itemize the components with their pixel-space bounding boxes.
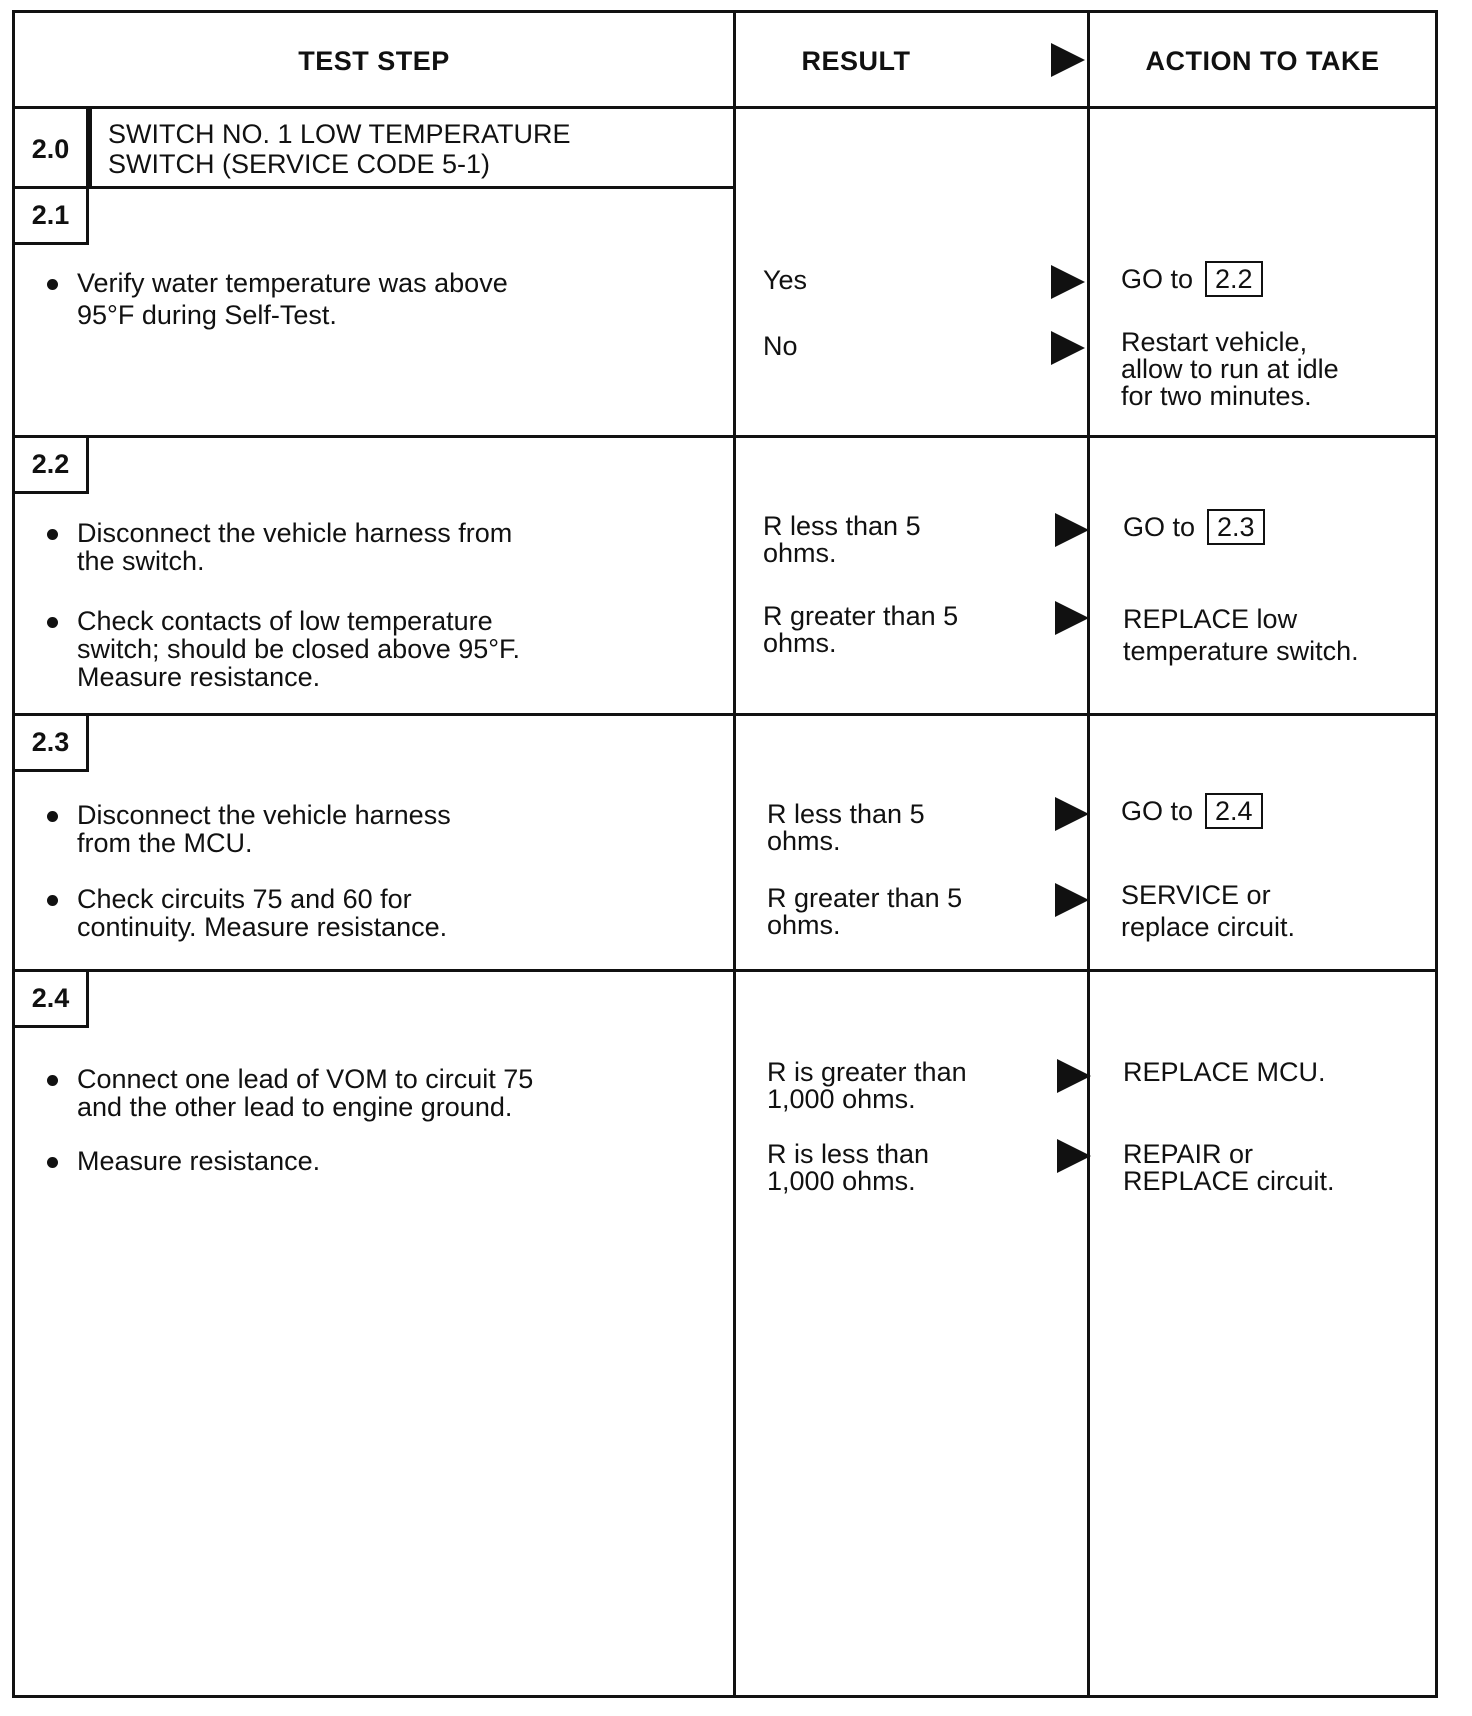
goto-step-ref: 2.2	[1205, 261, 1263, 297]
result-less-than-1000	[767, 1141, 1027, 1195]
bullet-text-line1: Connect one lead of VOM to circuit 75	[77, 1064, 534, 1094]
action-line2: allow to run at idle	[1121, 354, 1339, 384]
step-title-line2: SWITCH (SERVICE CODE 5-1)	[108, 149, 491, 179]
step-2-1-bullet	[43, 269, 683, 329]
row-divider-2-2	[15, 435, 1435, 438]
step-2-3-bullet2	[43, 885, 683, 941]
header-arrow-icon	[1051, 43, 1085, 77]
action-goto-2-3	[1123, 509, 1423, 545]
result-arrow-icon	[1057, 1059, 1091, 1093]
goto-step-ref: 2.4	[1205, 793, 1263, 829]
bullet-text-line1: Check contacts of low temperature	[77, 606, 493, 636]
header-test-step: TEST STEP	[298, 45, 450, 76]
result-greater-than-5	[767, 885, 1027, 939]
action-repair-circuit	[1123, 1141, 1423, 1195]
result-line2: ohms.	[767, 910, 841, 940]
result-arrow-icon	[1055, 883, 1089, 917]
step-2-2-bullet2	[43, 607, 683, 691]
result-no: No	[763, 331, 798, 361]
result-line2: 1,000 ohms.	[767, 1084, 916, 1114]
step-title-2-0	[89, 109, 736, 189]
result-line1: R is less than	[767, 1139, 930, 1169]
result-line1: R less than 5	[767, 799, 925, 829]
result-line2: 1,000 ohms.	[767, 1166, 916, 1196]
result-yes: Yes	[763, 265, 808, 295]
result-line1: R greater than 5	[763, 601, 959, 631]
bullet-text-line2: from the MCU.	[77, 828, 253, 858]
result-line2: ohms.	[767, 826, 841, 856]
test-step-table	[12, 10, 1438, 1698]
result-line1: R less than 5	[763, 511, 921, 541]
bullet-icon	[47, 529, 58, 540]
step-number-2-1: 2.1	[15, 189, 89, 245]
column-divider-action	[1087, 13, 1090, 1695]
result-arrow-icon	[1051, 265, 1085, 299]
bullet-text-line2: and the other lead to engine ground.	[77, 1092, 513, 1122]
result-arrow-icon	[1057, 1139, 1091, 1173]
step-number-2-4: 2.4	[15, 972, 89, 1028]
action-goto-2-2	[1121, 261, 1421, 297]
bullet-text-line1: Check circuits 75 and 60 for	[77, 884, 412, 914]
result-line2: ohms.	[763, 628, 837, 658]
step-2-4-bullet1	[43, 1065, 683, 1121]
bullet-icon	[47, 1075, 58, 1086]
bullet-text-line1: Verify water temperature was above	[77, 268, 508, 298]
action-restart-vehicle	[1121, 329, 1421, 410]
row-divider-2-3	[15, 713, 1435, 716]
bullet-text-line2: 95°F during Self-Test.	[77, 300, 337, 330]
bullet-icon	[47, 811, 58, 822]
result-less-than-5	[767, 801, 1027, 855]
bullet-text-line2: switch; should be closed above 95°F.	[77, 634, 521, 664]
goto-label: GO to	[1121, 263, 1194, 294]
action-line1: Restart vehicle,	[1121, 327, 1308, 357]
bullet-icon	[47, 279, 58, 290]
action-replace-switch	[1123, 603, 1423, 667]
bullet-text-line1: Disconnect the vehicle harness	[77, 800, 451, 830]
step-2-3-bullet1	[43, 801, 683, 857]
bullet-text-line2: the switch.	[77, 546, 205, 576]
action-replace-mcu: REPLACE MCU.	[1123, 1057, 1326, 1087]
result-line2: ohms.	[763, 538, 837, 568]
column-divider-result	[733, 13, 736, 1695]
action-line2: temperature switch.	[1123, 636, 1359, 666]
action-line1: SERVICE or	[1121, 880, 1271, 910]
goto-label: GO to	[1123, 511, 1196, 542]
result-arrow-icon	[1055, 513, 1089, 547]
bullet-text-line1: Disconnect the vehicle harness from	[77, 518, 513, 548]
result-line1: R greater than 5	[767, 883, 963, 913]
result-arrow-icon	[1055, 601, 1089, 635]
step-number-2-0: 2.0	[15, 109, 89, 189]
step-2-4-bullet2	[43, 1147, 683, 1175]
step-number-2-2: 2.2	[15, 438, 89, 494]
action-line1: REPLACE low	[1123, 604, 1298, 634]
step-title-line1: SWITCH NO. 1 LOW TEMPERATURE	[108, 119, 571, 149]
bullet-text-line3: Measure resistance.	[77, 662, 321, 692]
bullet-icon	[47, 1157, 58, 1168]
step-number-2-3: 2.3	[15, 716, 89, 772]
action-goto-2-4	[1121, 793, 1421, 829]
result-arrow-icon	[1055, 797, 1089, 831]
goto-label: GO to	[1121, 795, 1194, 826]
result-line1: R is greater than	[767, 1057, 967, 1087]
action-line3: for two minutes.	[1121, 381, 1312, 411]
bullet-text-line2: continuity. Measure resistance.	[77, 912, 448, 942]
action-line2: REPLACE circuit.	[1123, 1166, 1335, 1196]
bullet-icon	[47, 617, 58, 628]
row-divider-2-4	[15, 969, 1435, 972]
action-line2: replace circuit.	[1121, 912, 1296, 942]
step-2-2-bullet1	[43, 519, 683, 575]
action-line1: REPAIR or	[1123, 1139, 1254, 1169]
bullet-icon	[47, 895, 58, 906]
header-action-to-take: ACTION TO TAKE	[1145, 45, 1380, 76]
result-less-than-5	[763, 513, 1023, 567]
bullet-text-line1: Measure resistance.	[77, 1146, 321, 1176]
result-greater-than-5	[763, 603, 1023, 657]
header-result: RESULT	[801, 45, 911, 76]
result-arrow-icon	[1051, 331, 1085, 365]
step-2-0-bottom-line	[15, 186, 730, 189]
result-greater-than-1000	[767, 1059, 1027, 1113]
goto-step-ref: 2.3	[1207, 509, 1265, 545]
action-service-circuit	[1121, 879, 1421, 943]
